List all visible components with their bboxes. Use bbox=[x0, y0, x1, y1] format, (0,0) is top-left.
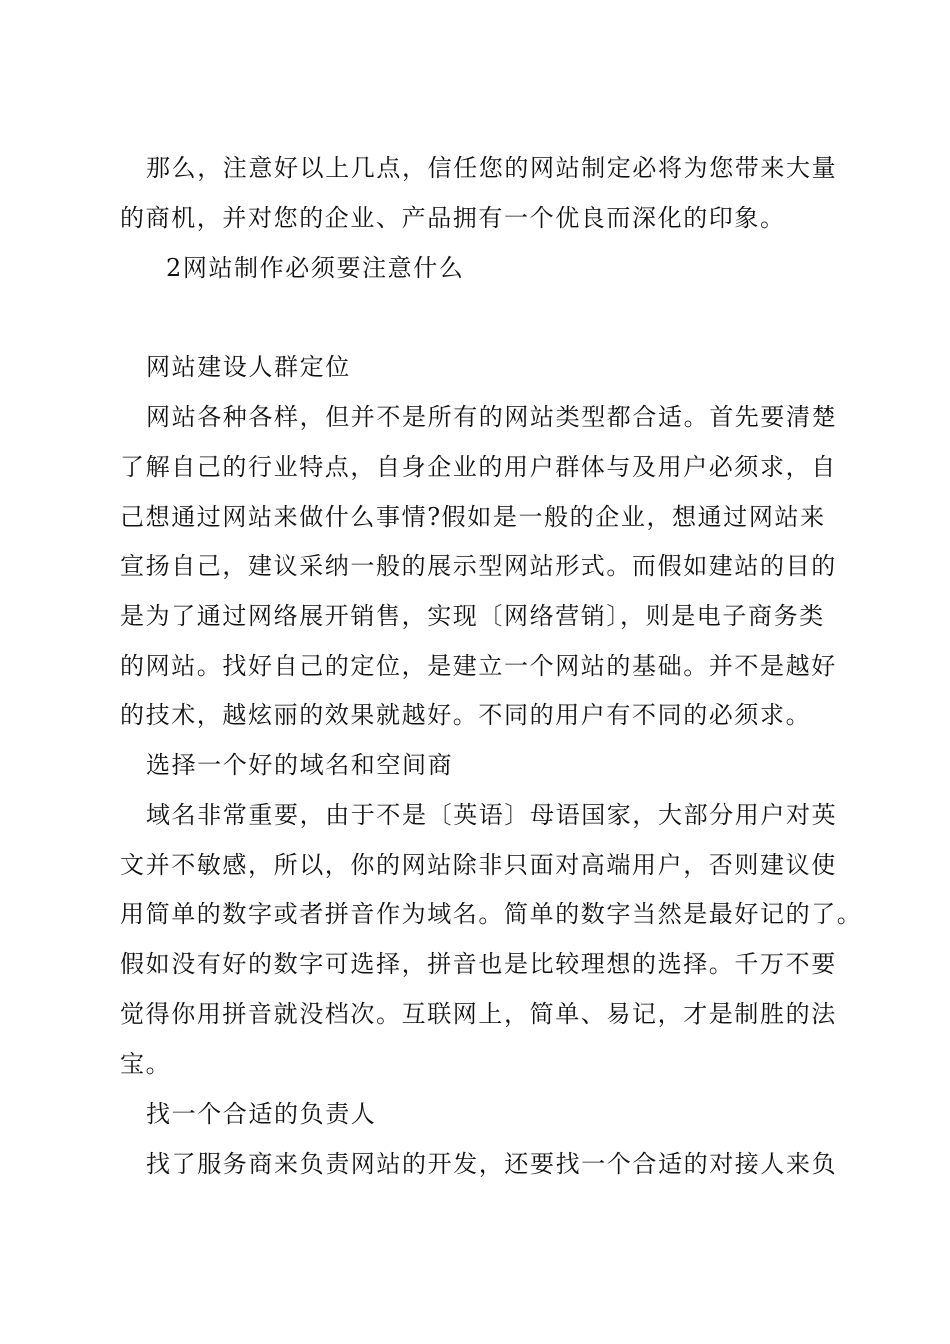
paragraph-line: 宝。 bbox=[120, 1050, 172, 1078]
paragraph-line: 文并不敏感，所以，你的网站除非只面对高端用户，否则建议使 bbox=[120, 851, 837, 879]
paragraph-line: 是为了通过网络展开销售，实现〔网络营销〕，则是电子商务类 bbox=[120, 602, 825, 630]
paragraph-line: 找了服务商来负责网站的开发，还要找一个合适的对接人来负 bbox=[146, 1150, 838, 1178]
subheading: 找一个合适的负责人 bbox=[146, 1100, 377, 1128]
subheading: 选择一个好的域名和空间商 bbox=[146, 751, 454, 779]
paragraph-line: 己想通过网站来做什么事情?假如是一般的企业，想通过网站来 bbox=[120, 503, 826, 531]
paragraph-line: 用简单的数字或者拼音作为域名。简单的数字当然是最好记的了。 bbox=[120, 900, 863, 928]
paragraph-line: 网站各种各样，但并不是所有的网站类型都合适。首先要清楚 bbox=[146, 403, 838, 431]
paragraph-line: 那么，注意好以上几点，信任您的网站制定必将为您带来大量 bbox=[146, 154, 838, 182]
paragraph-line: 的技术，越炫丽的效果就越好。不同的用户有不同的必须求。 bbox=[120, 701, 812, 729]
paragraph-line: 假如没有好的数字可选择，拼音也是比较理想的选择。千万不要 bbox=[120, 950, 837, 978]
paragraph-line: 了解自己的行业特点，自身企业的用户群体与及用户必须求，自 bbox=[120, 453, 837, 481]
paragraph-line: 觉得你用拼音就没档次。互联网上，简单、易记，才是制胜的法 bbox=[120, 1000, 837, 1028]
subheading: 网站建设人群定位 bbox=[146, 353, 351, 381]
paragraph-line: 宣扬自己，建议采纳一般的展示型网站形式。而假如建站的目的 bbox=[120, 552, 837, 580]
paragraph-line: 的网站。找好自己的定位，是建立一个网站的基础。并不是越好 bbox=[120, 652, 837, 680]
paragraph-line: 域名非常重要，由于不是〔英语〕母语国家，大部分用户对英 bbox=[146, 801, 838, 829]
paragraph-line: 的商机，并对您的企业、产品拥有一个优良而深化的印象。 bbox=[120, 204, 786, 232]
section-heading: 2网站制作必须要注意什么 bbox=[166, 254, 465, 282]
